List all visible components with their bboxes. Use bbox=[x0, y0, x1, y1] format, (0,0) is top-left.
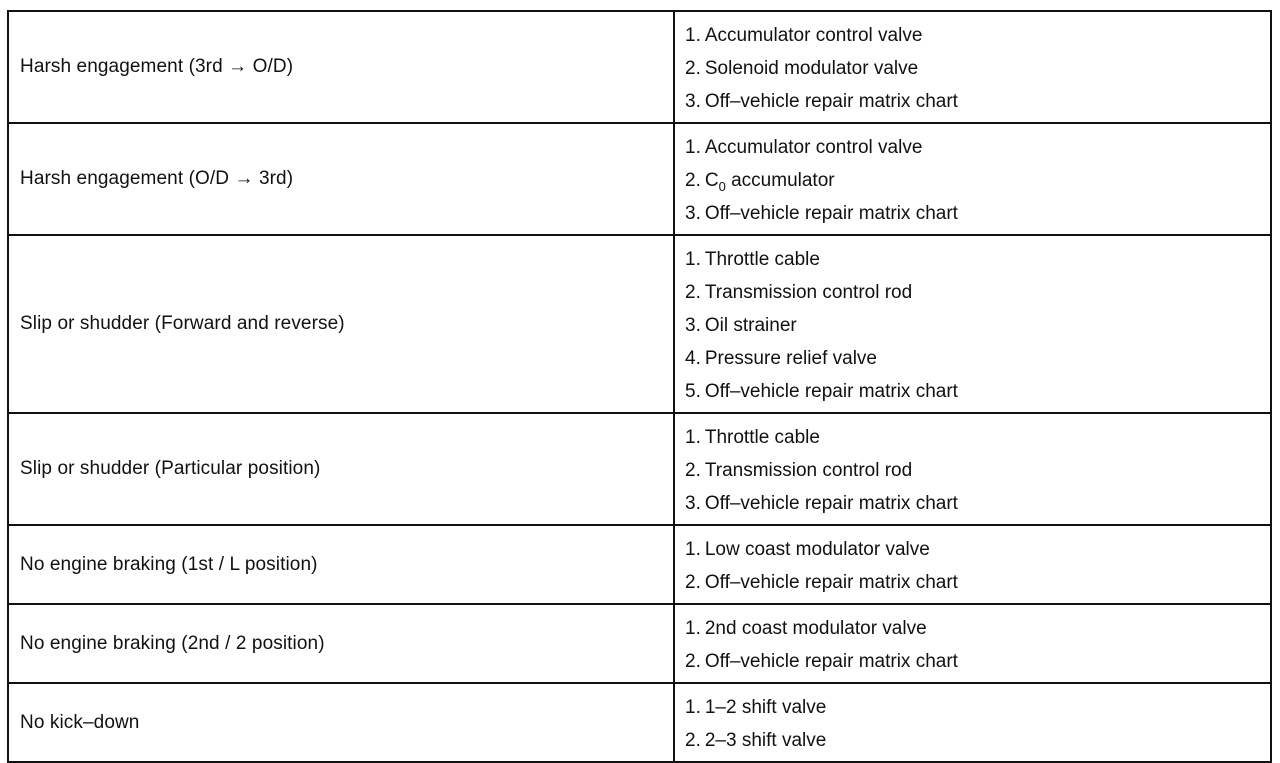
list-item bbox=[685, 131, 1270, 164]
item-number: 2. bbox=[685, 651, 701, 672]
list-item bbox=[685, 342, 1270, 375]
symptom-text: No engine braking (1st / L position) bbox=[20, 553, 318, 575]
item-number: 2. bbox=[685, 572, 701, 593]
item-text: 1–2 shift valve bbox=[704, 697, 827, 718]
list-item bbox=[685, 421, 1270, 454]
item-text: Accumulator control valve bbox=[704, 25, 923, 46]
symptom-cell bbox=[8, 123, 674, 235]
symptom-text: No kick–down bbox=[20, 711, 140, 733]
item-text: Off–vehicle repair matrix chart bbox=[704, 572, 958, 593]
suspect-area-cell bbox=[674, 235, 1271, 413]
suspect-area-cell bbox=[674, 11, 1271, 123]
item-text: Off–vehicle repair matrix chart bbox=[704, 203, 958, 224]
symptom-text: Harsh engagement (O/D → 3rd) bbox=[20, 168, 294, 189]
suspect-area-cell bbox=[674, 683, 1271, 762]
suspect-area-cell bbox=[674, 525, 1271, 604]
list-item bbox=[685, 724, 1270, 757]
table-row bbox=[8, 604, 1271, 683]
item-text: Solenoid modulator valve bbox=[704, 58, 919, 79]
item-number: 1. bbox=[685, 249, 701, 270]
list-item bbox=[685, 533, 1270, 566]
table-row bbox=[8, 525, 1271, 604]
troubleshooting-table bbox=[7, 10, 1272, 763]
item-text: Off–vehicle repair matrix chart bbox=[704, 91, 958, 112]
list-item bbox=[685, 243, 1270, 276]
list-item bbox=[685, 309, 1270, 342]
item-subscript: 0 bbox=[718, 178, 726, 194]
list-item bbox=[685, 85, 1270, 118]
item-text: C bbox=[704, 170, 719, 191]
list-item bbox=[685, 164, 1270, 197]
table-body bbox=[8, 11, 1271, 762]
list-item bbox=[685, 276, 1270, 309]
list-item bbox=[685, 487, 1270, 520]
suspect-area-list bbox=[675, 526, 1270, 603]
item-number: 1. bbox=[685, 137, 701, 158]
list-item bbox=[685, 612, 1270, 645]
item-number: 1. bbox=[685, 427, 701, 448]
symptom-cell bbox=[8, 11, 674, 123]
item-number: 1. bbox=[685, 697, 701, 718]
symptom-cell bbox=[8, 683, 674, 762]
symptom-text: No engine braking (2nd / 2 position) bbox=[20, 632, 325, 654]
item-text: Accumulator control valve bbox=[704, 137, 923, 158]
item-number: 3. bbox=[685, 203, 701, 224]
item-number: 3. bbox=[685, 493, 701, 514]
list-item bbox=[685, 52, 1270, 85]
item-text: Throttle cable bbox=[704, 249, 820, 270]
item-text-suffix: accumulator bbox=[725, 170, 835, 191]
item-text: Off–vehicle repair matrix chart bbox=[704, 651, 958, 672]
suspect-area-list bbox=[675, 236, 1270, 412]
symptom-text: Slip or shudder (Particular position) bbox=[20, 458, 321, 479]
symptom-cell bbox=[8, 413, 674, 525]
table-row bbox=[8, 11, 1271, 123]
suspect-area-list bbox=[675, 124, 1270, 234]
suspect-area-cell bbox=[674, 604, 1271, 683]
item-text: 2nd coast modulator valve bbox=[704, 618, 927, 639]
suspect-area-list bbox=[675, 605, 1270, 682]
item-number: 2. bbox=[685, 282, 701, 303]
item-number: 2. bbox=[685, 58, 701, 79]
list-item bbox=[685, 645, 1270, 678]
item-text: Transmission control rod bbox=[704, 460, 913, 481]
item-number: 1. bbox=[685, 618, 701, 639]
list-item bbox=[685, 19, 1270, 52]
item-text: Low coast modulator valve bbox=[704, 539, 930, 560]
item-number: 3. bbox=[685, 91, 701, 112]
suspect-area-cell bbox=[674, 123, 1271, 235]
list-item bbox=[685, 454, 1270, 487]
item-number: 5. bbox=[685, 381, 701, 402]
table-row bbox=[8, 413, 1271, 525]
item-text: 2–3 shift valve bbox=[704, 730, 827, 751]
item-number: 2. bbox=[685, 170, 701, 191]
item-text: Transmission control rod bbox=[704, 282, 913, 303]
symptom-text: Harsh engagement (3rd → O/D) bbox=[20, 56, 294, 77]
suspect-area-list bbox=[675, 684, 1270, 761]
table-row bbox=[8, 235, 1271, 413]
symptom-text: Slip or shudder (Forward and reverse) bbox=[20, 313, 345, 334]
list-item bbox=[685, 197, 1270, 230]
table-row bbox=[8, 683, 1271, 762]
troubleshooting-sheet bbox=[7, 10, 1270, 763]
suspect-area-cell bbox=[674, 413, 1271, 525]
item-number: 2. bbox=[685, 730, 701, 751]
item-number: 1. bbox=[685, 539, 701, 560]
item-text: Off–vehicle repair matrix chart bbox=[704, 381, 958, 402]
item-text: Throttle cable bbox=[704, 427, 820, 448]
list-item bbox=[685, 691, 1270, 724]
table-row bbox=[8, 123, 1271, 235]
item-number: 4. bbox=[685, 348, 701, 369]
symptom-cell bbox=[8, 525, 674, 604]
item-number: 3. bbox=[685, 315, 701, 336]
suspect-area-list bbox=[675, 12, 1270, 122]
item-text: Off–vehicle repair matrix chart bbox=[704, 493, 958, 514]
item-text: Oil strainer bbox=[704, 315, 797, 336]
item-number: 2. bbox=[685, 460, 701, 481]
item-number: 1. bbox=[685, 25, 701, 46]
symptom-cell bbox=[8, 604, 674, 683]
symptom-cell bbox=[8, 235, 674, 413]
suspect-area-list bbox=[675, 414, 1270, 524]
list-item bbox=[685, 375, 1270, 408]
list-item bbox=[685, 566, 1270, 599]
item-text: Pressure relief valve bbox=[704, 348, 877, 369]
